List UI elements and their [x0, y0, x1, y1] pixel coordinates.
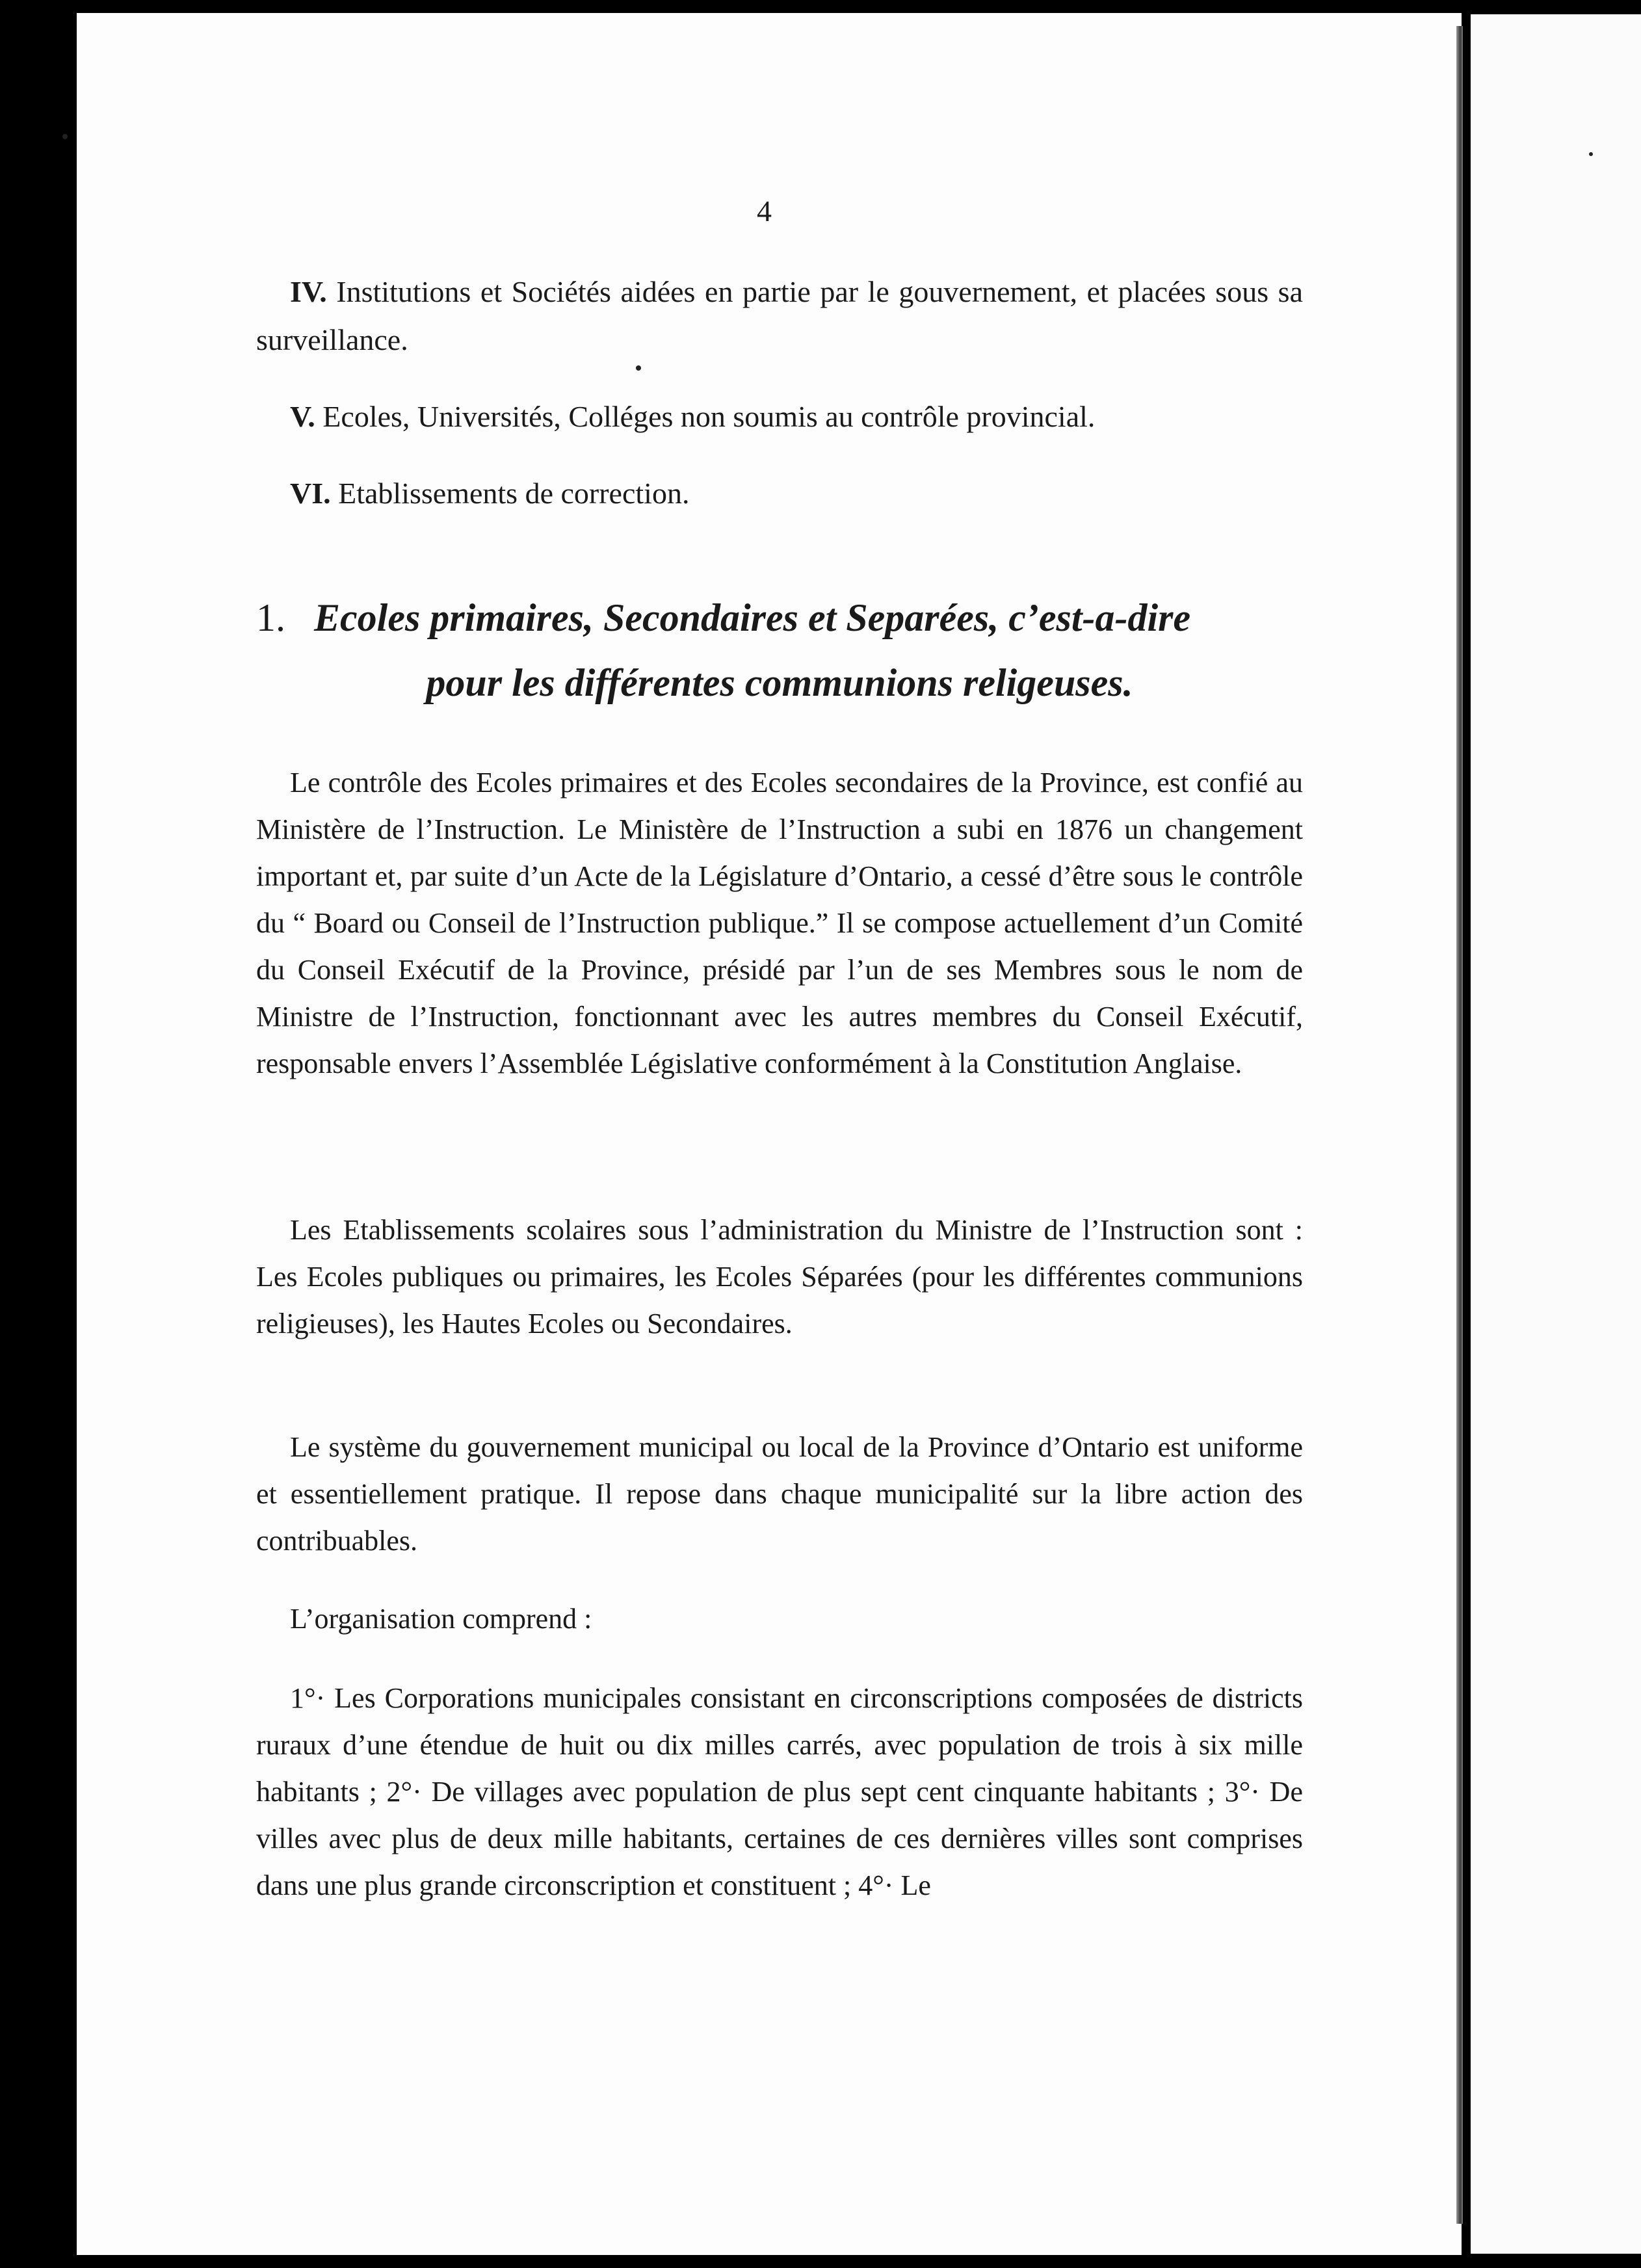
- list-number: IV.: [290, 275, 327, 308]
- paragraph-organisation: [256, 1596, 1303, 1642]
- list-number: V.: [290, 400, 315, 433]
- paragraph-text: Les Etablissements scolaires sous l’administration du Ministre de l’Instruction sont : Les Ecoles publiques ou primaires, les Ecoles Séparées (pour les différentes communions religieuses), les Hautes Ecoles ou Secondaires.: [256, 1214, 1303, 1339]
- paragraph-etablissements: [256, 1207, 1303, 1347]
- section-number: 1.: [256, 596, 285, 639]
- list-item-vi: [256, 469, 1303, 518]
- section-title-line2: pour les différentes communions religeuses.: [426, 661, 1133, 704]
- paragraph-text: 1°· Les Corporations municipales consistant en circonscriptions composées de districts ruraux d’une étendue de huit ou dix milles carrés, avec population de trois à six mille habitants ; 2°· De villages avec population de plus sept cent cinquante habitants ; 3°· De villes avec plus de deux mille habitants, certaines de ces dernières villes sont comprises dans une plus grande circonscription et constituent ; 4°· Le: [256, 1682, 1303, 1901]
- list-item-iv: [256, 268, 1303, 364]
- scan-speck: [636, 365, 641, 371]
- paragraph-text: Le système du gouvernement municipal ou local de la Province d’Ontario est uniforme et essentiellement pratique. Il repose dans chaque municipalité sur la libre action des contribuables.: [256, 1431, 1303, 1557]
- scan-speck: [1589, 152, 1593, 156]
- paragraph-systeme: [256, 1424, 1303, 1564]
- paragraph-text: Le contrôle des Ecoles primaires et des Ecoles secondaires de la Province, est confié au Ministère de l’Instruction. Le Ministère de l’Instruction a subi en 1876 un changement important et, par suite d’un Acte de la Législature d’Ontario, a cessé d’être sous le contrôle du “ Board ou Conseil de l’Instruction publique.” Il se compose actuellement d’un Comité du Conseil Exécutif de la Province, présidé par l’un de ses Membres sous le nom de Ministre de l’Instruction, fonctionnant avec les autres membres du Conseil Exécutif, responsable envers l’Assemblée Législative conformément à la Constitution Anglaise.: [256, 767, 1303, 1079]
- list-item-v: [256, 393, 1303, 441]
- list-number: VI.: [290, 477, 331, 510]
- section-title-line1: Ecoles primaires, Secondaires et Separées, c’est-a-dire: [314, 596, 1191, 639]
- section-heading: [256, 585, 1303, 715]
- paragraph-ministere: [256, 759, 1303, 1087]
- list-text: Etablissements de correction.: [338, 477, 690, 510]
- paragraph-text: L’organisation comprend :: [290, 1603, 592, 1635]
- page-number: 4: [757, 194, 772, 228]
- list-text: Ecoles, Universités, Colléges non soumis au contrôle provincial.: [322, 400, 1096, 433]
- scan-speck: [62, 134, 68, 139]
- page-fold-line: [1456, 26, 1463, 2224]
- list-text: Institutions et Sociétés aidées en partie par le gouvernement, et placées sous sa surveillance.: [256, 275, 1303, 356]
- paragraph-corporations: [256, 1675, 1303, 1909]
- adjacent-page-edge: [1471, 14, 1641, 2254]
